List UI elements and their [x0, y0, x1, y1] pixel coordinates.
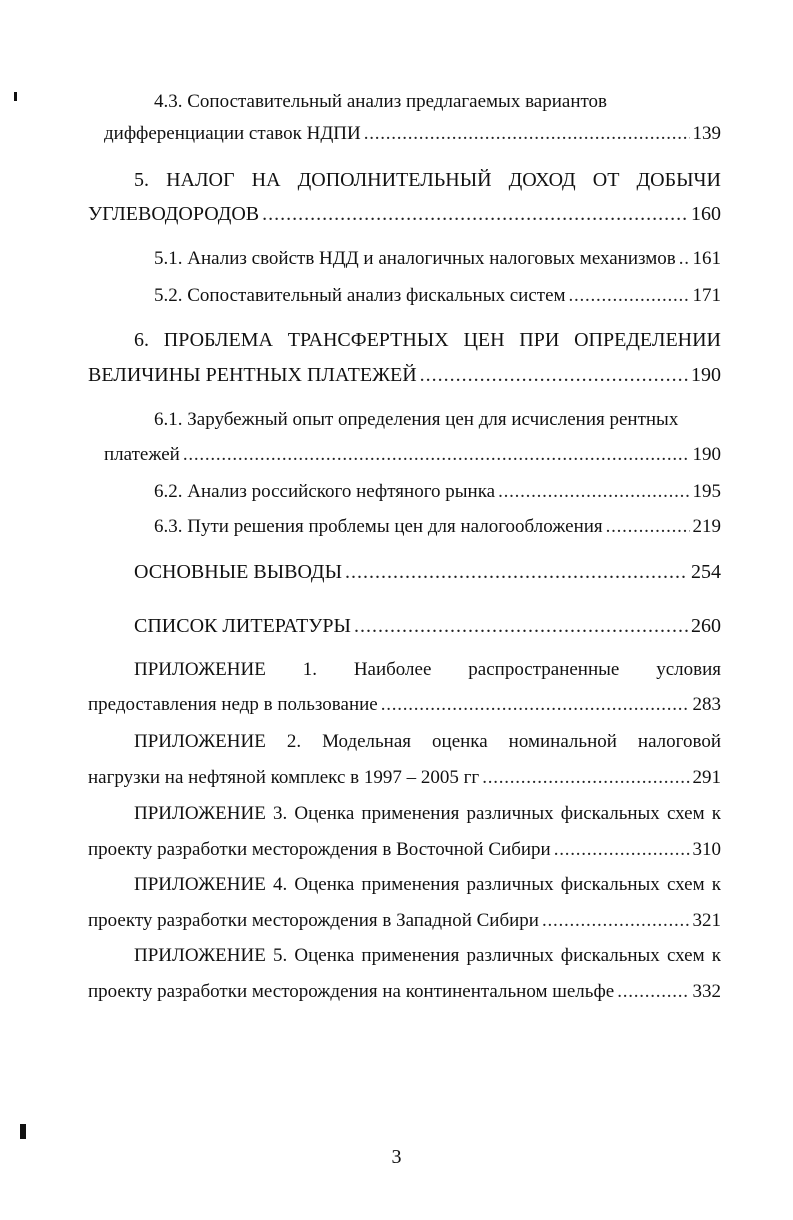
toc-entry-references [134, 611, 721, 641]
toc-page-number: 291 [692, 767, 721, 788]
toc-entry-4-3-line2 [104, 119, 721, 149]
dot-leader [262, 199, 688, 229]
toc-page-number: 310 [692, 839, 721, 860]
toc-page-number: 219 [692, 516, 721, 537]
dot-leader [482, 763, 689, 793]
toc-entry-title: УГЛЕВОДОРОДОВ [88, 203, 260, 225]
dot-leader [354, 611, 688, 641]
scan-mark-bottom [20, 1124, 26, 1139]
toc-entry-6-3 [154, 512, 721, 542]
dot-leader [569, 281, 690, 311]
toc-page-number: 332 [692, 981, 721, 1002]
toc-entry-appendix-5-line1: ПРИЛОЖЕНИЕ 5. Оценка применения различных фискальных схем к [134, 945, 721, 966]
toc-entry-appendix-3-line1: ПРИЛОЖЕНИЕ 3. Оценка применения различных фискальных схем к [134, 803, 721, 824]
toc-page-number: 321 [692, 910, 721, 931]
toc-entry-title: ОСНОВНЫЕ ВЫВОДЫ [134, 561, 343, 583]
toc-entry-6-2 [154, 477, 721, 507]
toc-entry-5-1 [154, 244, 721, 274]
toc-entry-title: проекту разработки месторождения на континентальном шельфе [88, 981, 615, 1002]
toc-entry-title: платежей [104, 444, 180, 465]
toc-entry-6-line2 [88, 360, 721, 390]
toc-page-number: 190 [692, 444, 721, 465]
toc-entry-conclusions [134, 557, 721, 587]
toc-entry-title: проекту разработки месторождения в Западной Сибири [88, 910, 539, 931]
toc-entry-appendix-1-line1: ПРИЛОЖЕНИЕ 1. Наиболее распространенные условия [134, 659, 721, 680]
dot-leader [679, 244, 690, 274]
toc-entry-6-1-line1: 6.1. Зарубежный опыт определения цен для исчисления рентных [154, 409, 679, 430]
toc-entry-4-3-line1: 4.3. Сопоставительный анализ предлагаемых вариантов [154, 91, 608, 112]
toc-page-number: 254 [691, 561, 721, 583]
toc-entry-appendix-4-line1: ПРИЛОЖЕНИЕ 4. Оценка применения различных фискальных схем к [134, 874, 721, 895]
toc-page-number: 161 [692, 248, 721, 269]
dot-leader [554, 835, 690, 865]
toc-entry-title: нагрузки на нефтяной комплекс в 1997 – 2005 гг [88, 767, 480, 788]
dot-leader [606, 512, 690, 542]
toc-entry-appendix-5-line2 [88, 977, 721, 1007]
toc-page-number: 260 [691, 615, 721, 637]
toc-page-number: 171 [692, 285, 721, 306]
toc-entry-appendix-2-line1: ПРИЛОЖЕНИЕ 2. Модельная оценка номинальной налоговой [134, 731, 721, 752]
toc-entry-6-1-line2 [104, 440, 721, 470]
toc-page-number: 139 [692, 123, 721, 144]
toc-entry-appendix-1-line2 [88, 690, 721, 720]
toc-entry-title: СПИСОК ЛИТЕРАТУРЫ [134, 615, 351, 637]
toc-page-number: 160 [691, 203, 721, 225]
dot-leader [420, 360, 688, 390]
toc-entry-5-line1: 5. НАЛОГ НА ДОПОЛНИТЕЛЬНЫЙ ДОХОД ОТ ДОБЫЧИ [134, 169, 721, 191]
dot-leader [617, 977, 689, 1007]
toc-entry-title: 6.3. Пути решения проблемы цен для налогообложения [154, 516, 603, 537]
toc-entry-appendix-4-line2 [88, 906, 721, 936]
toc-entry-title: 6.2. Анализ российского нефтяного рынка [154, 481, 496, 502]
toc-entry-6-line1: 6. ПРОБЛЕМА ТРАНСФЕРТНЫХ ЦЕН ПРИ ОПРЕДЕЛЕНИИ [134, 329, 721, 351]
toc-entry-title: проекту разработки месторождения в Восточной Сибири [88, 839, 551, 860]
toc-page-number: 283 [692, 694, 721, 715]
toc-entry-title: дифференциации ставок НДПИ [104, 123, 361, 144]
scan-mark-top [14, 92, 17, 101]
toc-entry-appendix-2-line2 [88, 763, 721, 793]
toc-entry-5-line2 [88, 199, 721, 229]
toc-entry-title: предоставления недр в пользование [88, 694, 378, 715]
toc-page-number: 195 [692, 481, 721, 502]
dot-leader [364, 119, 690, 149]
dot-leader [183, 440, 690, 470]
toc-entry-appendix-3-line2 [88, 835, 721, 865]
page-number: 3 [391, 1146, 402, 1168]
toc-page-number: 190 [691, 364, 721, 386]
dot-leader [542, 906, 690, 936]
toc-entry-title: 5.2. Сопоставительный анализ фискальных систем [154, 285, 566, 306]
dot-leader [381, 690, 690, 720]
toc-entry-title: ВЕЛИЧИНЫ РЕНТНЫХ ПЛАТЕЖЕЙ [88, 364, 417, 386]
dot-leader [345, 557, 688, 587]
toc-entry-5-2 [154, 281, 721, 311]
toc-entry-title: 5.1. Анализ свойств НДД и аналогичных налоговых механизмов [154, 248, 676, 269]
dot-leader [498, 477, 689, 507]
